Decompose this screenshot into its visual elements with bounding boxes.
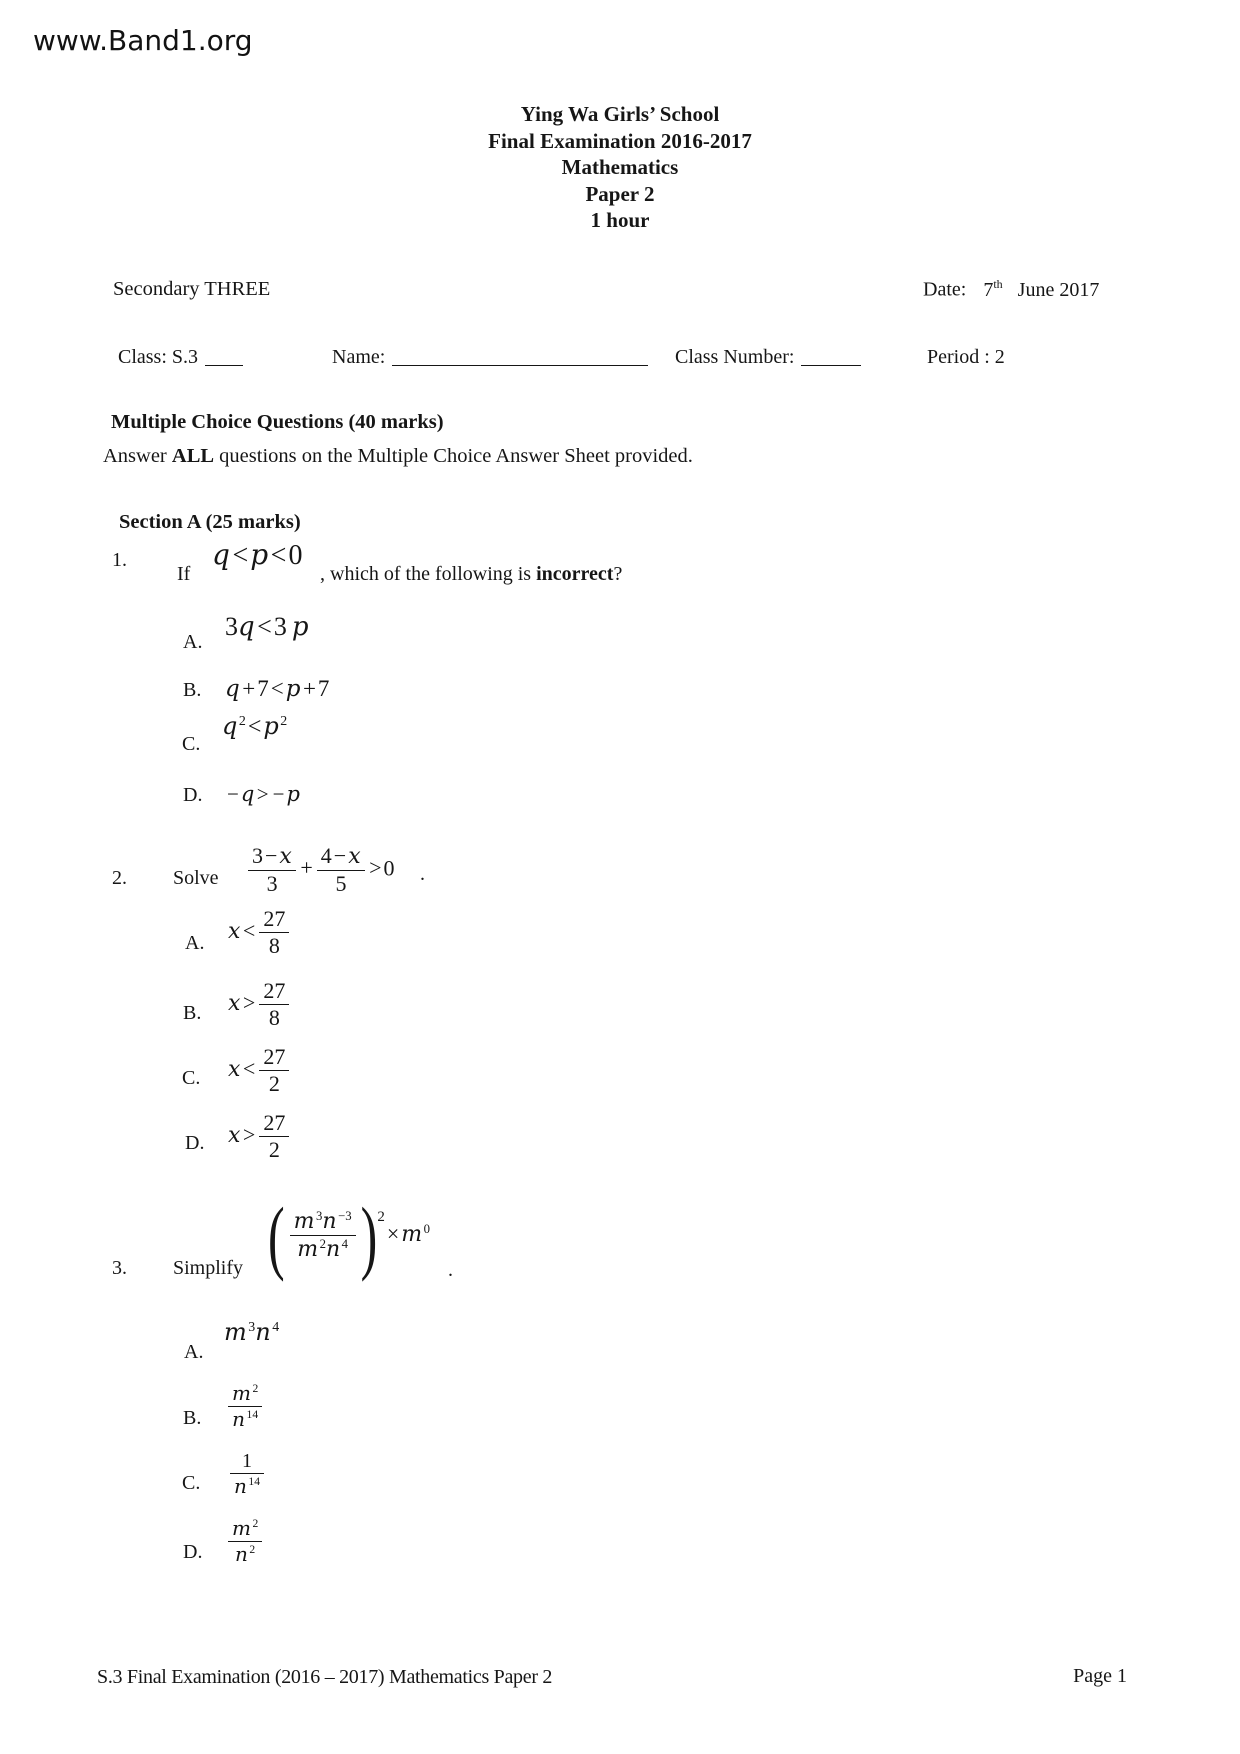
class-number-field (675, 345, 861, 369)
q1-number: 1. (112, 549, 127, 571)
q2-lead: Solve (173, 867, 219, 889)
class-blank (205, 363, 243, 366)
q2-option-b-expression: x> $\frac{27}{8}$ (228, 978, 291, 1032)
q3-option-a-expression: $m^3n^4$ (224, 1318, 280, 1346)
q1-option-a-letter: A. (183, 631, 203, 653)
exam-name: Final Examination 2016-2017 (488, 128, 752, 153)
q2-option-b-letter: B. (183, 1002, 202, 1024)
q1-option-d-letter: D. (183, 784, 203, 806)
name-field (332, 345, 648, 369)
q1-expression: q<p<0 (212, 538, 303, 571)
grade-level: Secondary THREE (113, 278, 271, 300)
class-number-label: Class Number: (675, 346, 795, 368)
mcq-instruction (103, 444, 693, 469)
q3-option-d-letter: D. (183, 1541, 203, 1563)
class-field (118, 345, 243, 369)
q3-option-c-expression: $\frac{1}{n^{14}}$ (228, 1449, 266, 1499)
class-label: Class: S.3 (118, 346, 199, 368)
school-name: Ying Wa Girls’ School (520, 102, 720, 126)
date-label: Date: (923, 278, 967, 301)
footer-exam-title: S.3 Final Examination (2016 – 2017) Mathematics Paper 2 (97, 1666, 553, 1688)
q2-option-d-letter: D. (185, 1132, 205, 1154)
q1-option-d-expression: −q> −p (227, 782, 301, 806)
q2-option-a-letter: A. (185, 932, 205, 954)
footer-page-number: Page 1 (1073, 1665, 1127, 1687)
q1-option-c-letter: C. (182, 733, 201, 755)
exam-date (923, 277, 1099, 302)
date-day: 7 (983, 278, 994, 301)
subject-name: Mathematics (561, 155, 679, 179)
q3-expression: ( $\frac{m^3n^{-3}}{m^2n^4}$ ) 2 $\times m^0$ (268, 1189, 430, 1283)
watermark-url: www.Band1.org (33, 24, 253, 57)
q1-lead: If (177, 563, 191, 585)
q2-option-a-expression: x< $\frac{27}{8}$ (228, 906, 291, 960)
instruction-post: questions on the Multiple Choice Answer Sheet provided. (214, 445, 693, 467)
q2-option-c-letter: C. (182, 1067, 201, 1089)
q3-period: . (448, 1259, 453, 1281)
date-ordinal: th (993, 277, 1003, 291)
name-label: Name: (332, 346, 386, 368)
q1-tail-post: ? (613, 563, 623, 585)
q2-period: . (420, 863, 425, 885)
name-blank (392, 363, 648, 366)
q3-number: 3. (112, 1257, 127, 1279)
q3-option-b-expression: $\frac{m^2}{n^{14}}$ (226, 1381, 264, 1432)
q3-option-d-expression: $\frac{m^2}{n^2}$ (226, 1516, 264, 1567)
q3-option-c-letter: C. (182, 1472, 201, 1494)
exam-duration: 1 hour (590, 208, 650, 232)
mcq-heading: Multiple Choice Questions (40 marks) (111, 411, 444, 433)
q1-option-c-expression: $q^2<p^2$ (222, 712, 288, 740)
q1-tail (320, 562, 622, 586)
section-a-heading: Section A (25 marks) (119, 511, 301, 533)
q3-option-a-letter: A. (184, 1341, 204, 1363)
paper-number: Paper 2 (585, 181, 655, 206)
instruction-pre: Answer (103, 445, 172, 467)
q3-lead: Simplify (173, 1257, 244, 1279)
q3-option-b-letter: B. (183, 1407, 202, 1429)
instruction-bold: ALL (171, 445, 215, 467)
q2-option-c-expression: x< $\frac{27}{2}$ (228, 1044, 291, 1098)
date-month-year: June 2017 (1017, 278, 1100, 301)
q1-option-a-expression: 3q<3 p (225, 612, 309, 642)
period-label: Period : 2 (927, 346, 1005, 368)
q1-tail-pre: , which of the following is (320, 563, 537, 585)
q2-number: 2. (112, 867, 127, 889)
q2-option-d-expression: x> $\frac{27}{2}$ (228, 1110, 291, 1164)
q1-option-b-letter: B. (183, 679, 202, 701)
class-number-blank (801, 363, 861, 366)
q1-option-b-expression: q+7<p+7 (225, 676, 330, 702)
q1-tail-bold: incorrect (536, 563, 614, 585)
q2-expression: $\frac{3-x}{3}$ + $\frac{4-x}{5}$ >0 (246, 843, 395, 898)
exam-title-block (0, 101, 1240, 234)
